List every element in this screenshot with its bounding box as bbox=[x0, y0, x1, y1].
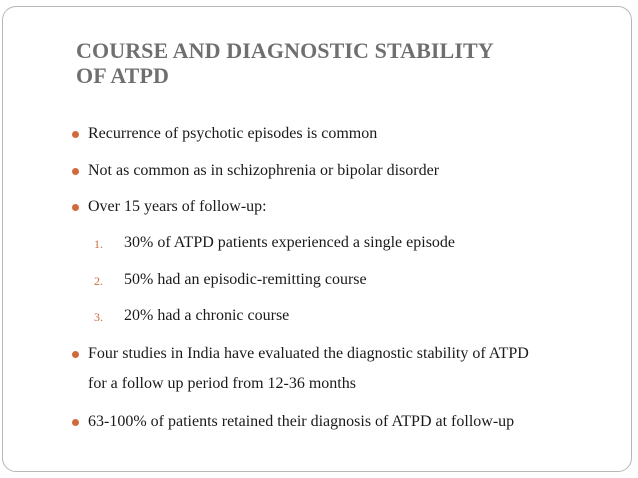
bullet-text-4-line-1: Four studies in India have evaluated the diagnostic stability of ATPD bbox=[88, 345, 529, 362]
bullet-text-3: Over 15 years of follow-up: bbox=[88, 198, 267, 215]
bullet-text-1: Recurrence of psychotic episodes is common bbox=[88, 125, 378, 142]
bullet-marker-5 bbox=[72, 419, 79, 426]
slide-title bbox=[76, 38, 596, 88]
sub-item-number-3: 3. bbox=[94, 310, 103, 324]
sub-item-number-1: 1. bbox=[94, 237, 103, 251]
bullet-marker-1 bbox=[72, 131, 79, 138]
sub-item-text-3: 20% had a chronic course bbox=[124, 307, 290, 324]
bullet-text-2: Not as common as in schizophrenia or bipolar disorder bbox=[88, 162, 440, 179]
sub-item-text-1: 30% of ATPD patients experienced a single episode bbox=[124, 234, 456, 251]
sub-item-number-2: 2. bbox=[94, 274, 103, 288]
bullet-text-5: 63-100% of patients retained their diagnosis of ATPD at follow-up bbox=[88, 413, 515, 430]
slide-title-line-2: OF ATPD bbox=[76, 63, 169, 88]
sub-item-text-2: 50% had an episodic-remitting course bbox=[124, 271, 367, 288]
bullet-text-4-line-2: for a follow up period from 12-36 months bbox=[88, 375, 356, 392]
bullet-marker-2 bbox=[72, 168, 79, 175]
bullet-marker-3 bbox=[72, 204, 79, 211]
slide-title-line-1: COURSE AND DIAGNOSTIC STABILITY bbox=[76, 38, 494, 63]
bullet-marker-4 bbox=[72, 351, 79, 358]
